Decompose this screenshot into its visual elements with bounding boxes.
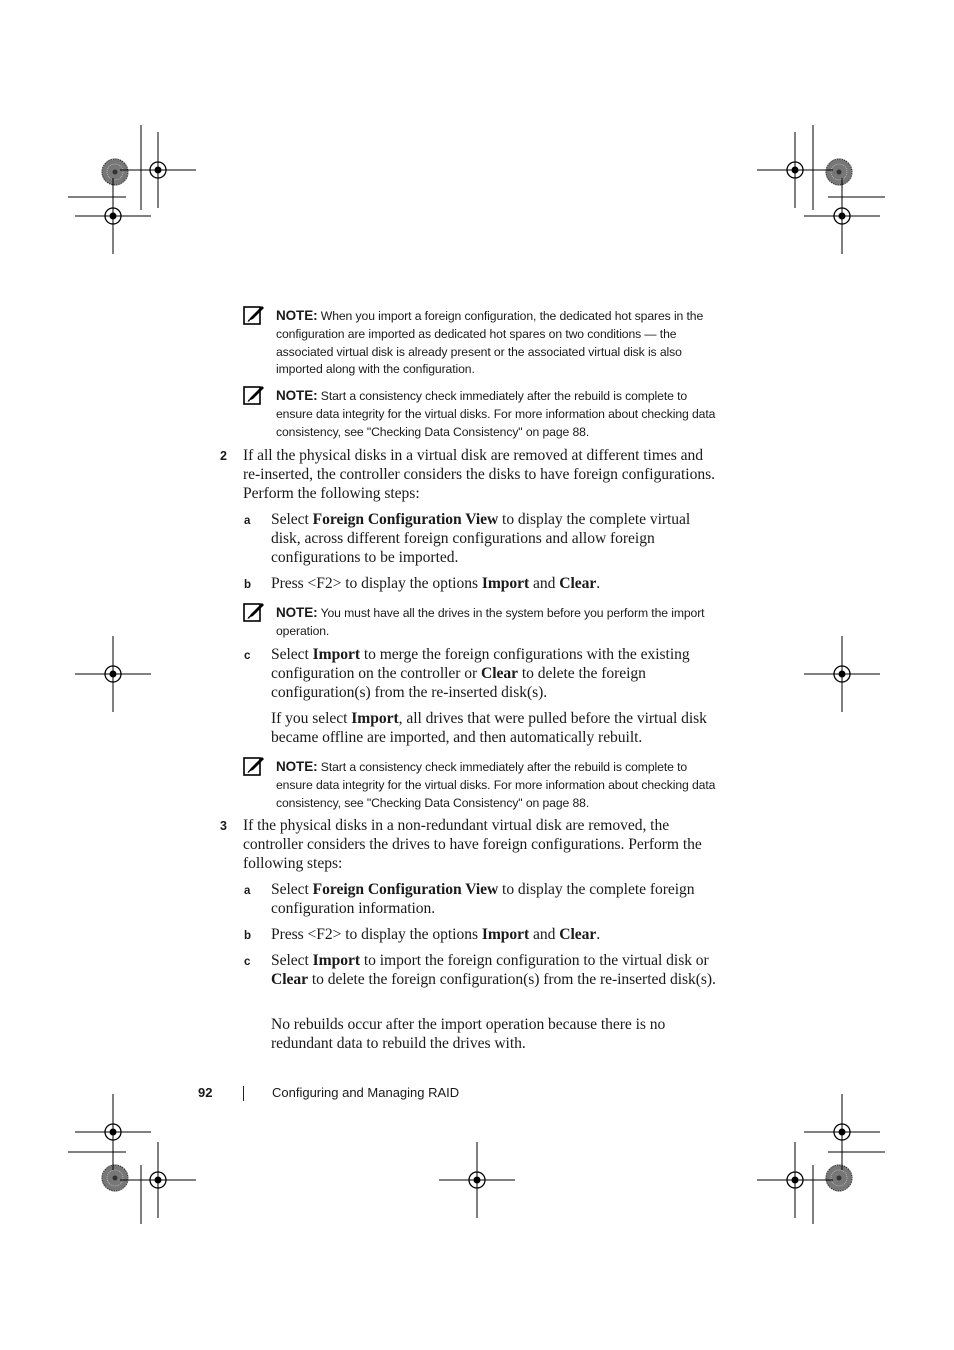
substep-letter: a — [244, 885, 251, 897]
substep-letter: b — [244, 579, 252, 591]
step-number: 2 — [220, 449, 227, 463]
pencil-note-icon — [243, 304, 265, 326]
footer-divider — [243, 1086, 244, 1101]
note-body: When you import a foreign configuration, the dedicated hot spares in the configuration are imported as dedicated hot spares on two conditions — the associated virtual disk is already present or the associated virtual disk is also imported along with the configuration. — [276, 309, 704, 377]
note-label: NOTE: — [276, 388, 318, 403]
step-number: 3 — [220, 819, 227, 833]
note-body: Start a consistency check immediately after the rebuild is complete to ensure data integrity for the virtual disks. For more information about checking data consistency, see "Checking Data Consistency" on page 88. — [276, 389, 716, 439]
substep-text: Select Foreign Configuration View to display the complete foreign configuration information. — [271, 881, 695, 918]
substep-letter: a — [244, 515, 251, 527]
note-body: You must have all the drives in the system before you perform the import operation. — [276, 606, 705, 638]
substep-letter: c — [244, 956, 251, 968]
pencil-note-icon — [243, 755, 265, 777]
step-text: If all the physical disks in a virtual disk are removed at different times and re-inserted, the controller considers the disks to have foreign configurations. Perform the following steps: — [243, 447, 715, 503]
note-label: NOTE: — [276, 759, 318, 774]
substep-continuation: If you select Import, all drives that were pulled before the virtual disk became offline are imported, and then automatically rebuilt. — [271, 710, 707, 747]
note-label: NOTE: — [276, 605, 318, 620]
substep-letter: b — [244, 930, 252, 942]
substep-text: Press <F2> to display the options Import and Clear. — [271, 926, 601, 943]
pencil-note-icon — [243, 601, 265, 623]
substep-continuation: No rebuilds occur after the import operation because there is no redundant data to rebuild the drives with. — [271, 1016, 666, 1053]
pencil-note-icon — [243, 384, 265, 406]
step-text: If the physical disks in a non-redundant virtual disk are removed, the controller considers the drives to have foreign configurations. Perform the following steps: — [243, 817, 702, 873]
substep-text: Select Import to merge the foreign configurations with the existing configuration on the controller or Clear to delete the foreign configuration(s) from the re-inserted disk(s). — [271, 646, 690, 702]
note-label: NOTE: — [276, 308, 318, 323]
footer-section-title: Configuring and Managing RAID — [272, 1085, 460, 1100]
page-number: 92 — [198, 1085, 213, 1100]
substep-text: Select Foreign Configuration View to display the complete virtual disk, across different foreign configurations and allow foreign configurations to be imported. — [271, 511, 691, 567]
substep-text: Press <F2> to display the options Import and Clear. — [271, 575, 601, 592]
note-body: Start a consistency check immediately after the rebuild is complete to ensure data integrity for the virtual disks. For more information about checking data consistency, see "Checking Data Consistency" on page 88. — [276, 760, 716, 810]
substep-text: Select Import to import the foreign configuration to the virtual disk or Clear to delete the foreign configuration(s) from the re-inserted disk(s). — [271, 952, 716, 989]
substep-letter: c — [244, 650, 251, 662]
